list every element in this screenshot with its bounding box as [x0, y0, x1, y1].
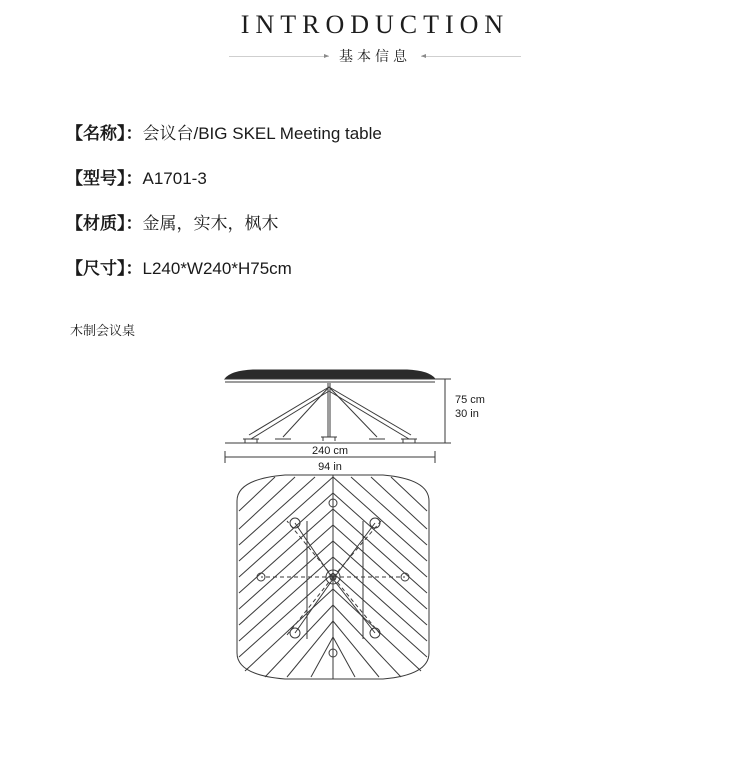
page-title: INTRODUCTION: [240, 10, 510, 39]
spec-label-material: 【材质】：: [66, 214, 143, 233]
spec-row: [66, 122, 750, 145]
spec-list: [66, 122, 750, 280]
spec-row: [66, 167, 750, 190]
spec-value-material: 金属，实木，枫木: [142, 214, 279, 233]
spec-value-size: L240*W240*H75cm: [142, 259, 292, 278]
divider-right: [421, 56, 521, 57]
dimension-width-in: 94 in: [318, 461, 342, 473]
subtitle-row: [0, 46, 750, 66]
technical-drawing: [215, 353, 535, 713]
spec-row: [66, 212, 750, 235]
spec-value-name: 会议台/BIG SKEL Meeting table: [142, 124, 382, 143]
dimension-height-in: 30 in: [455, 408, 479, 420]
spec-row: [66, 257, 750, 280]
dimension-width-cm: 240 cm: [311, 445, 349, 457]
page-header: [0, 0, 750, 66]
spec-label-model: 【型号】：: [66, 169, 143, 188]
divider-left: [229, 56, 329, 57]
drawing-caption: 木制会议桌: [70, 323, 136, 338]
spec-label-size: 【尺寸】：: [66, 259, 143, 278]
page-subtitle: 基本信息: [339, 48, 411, 64]
spec-value-model: A1701-3: [142, 169, 207, 188]
dimension-height-cm: 75 cm: [455, 394, 485, 406]
spec-label-name: 【名称】：: [66, 124, 143, 143]
